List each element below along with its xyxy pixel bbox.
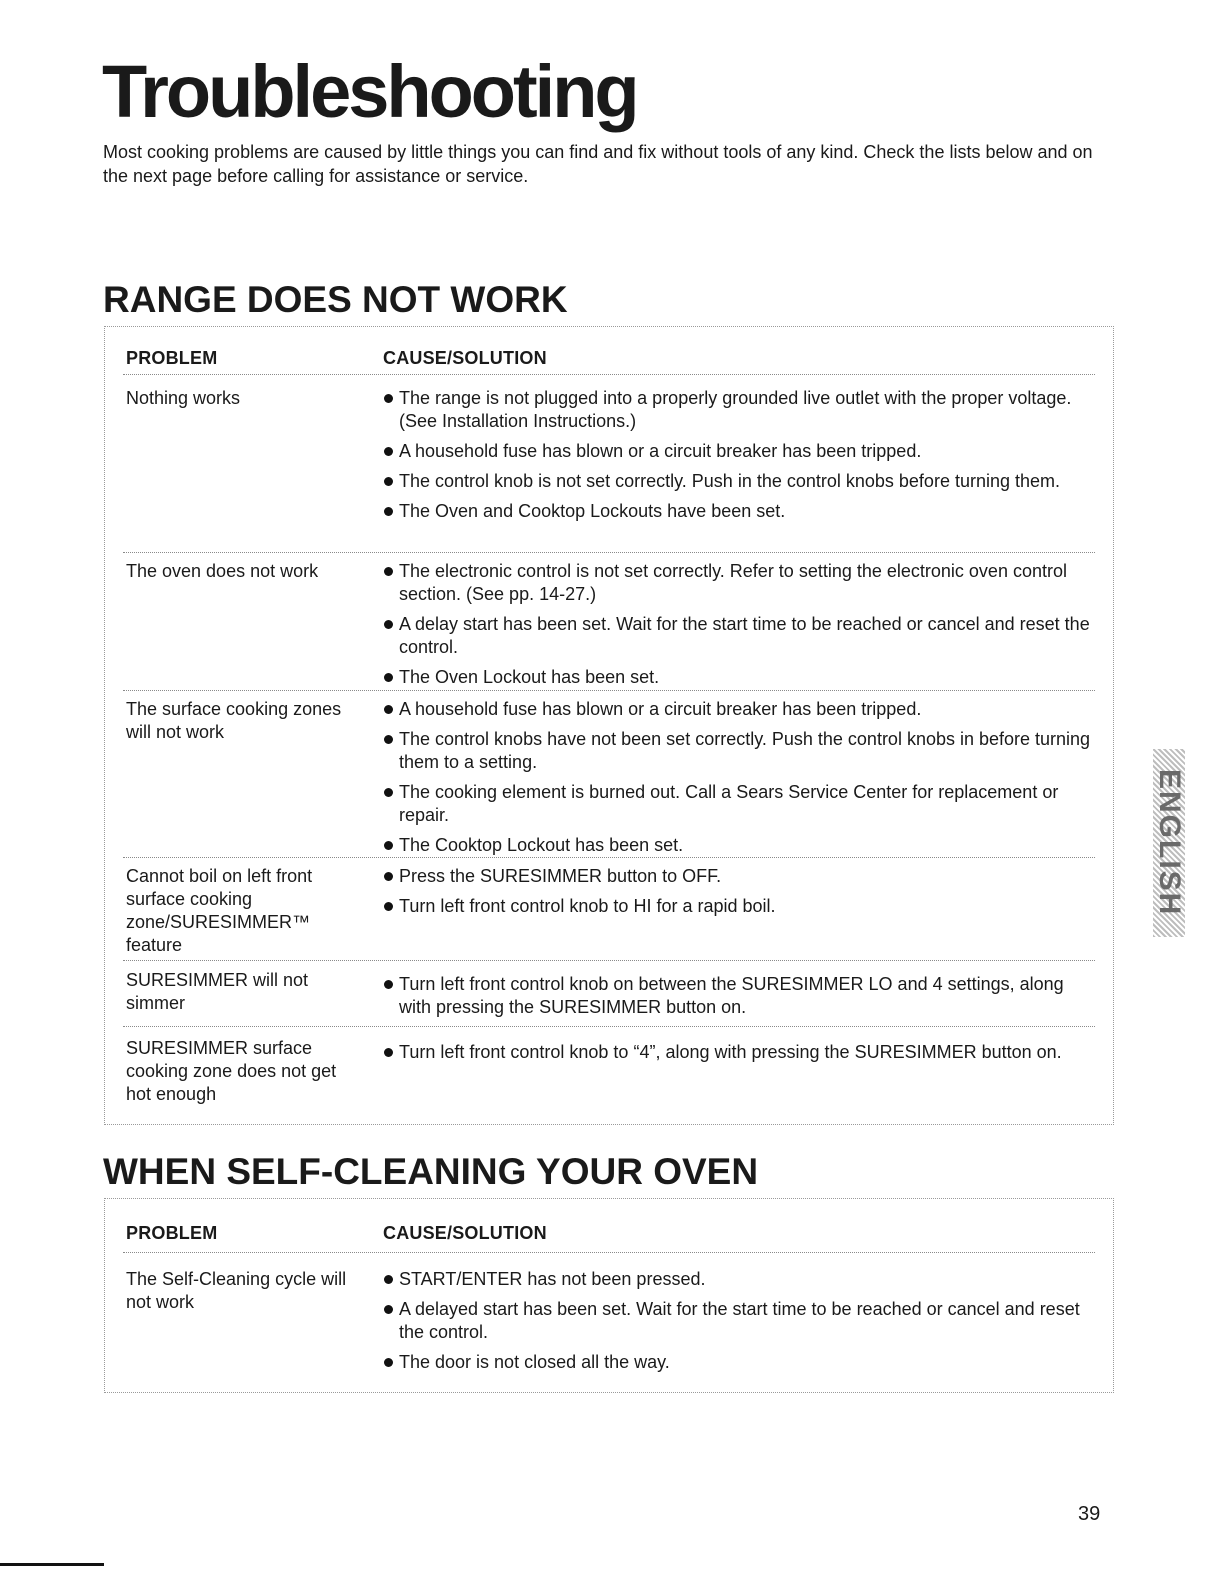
problem-cell: The Self-Cleaning cycle will not work <box>126 1269 347 1312</box>
cause-item: The control knobs have not been set correctly. Push the control knobs in before turning them to a setting. <box>383 728 1093 774</box>
troubleshooting-table-self-cleaning <box>104 1198 1114 1393</box>
cause-item: Turn left front control knob to HI for a rapid boil. <box>383 895 1093 918</box>
row-divider <box>123 857 1095 858</box>
bullet-icon <box>384 477 393 486</box>
row-divider <box>123 552 1095 553</box>
problem-cell: The oven does not work <box>126 561 319 581</box>
row-divider <box>123 374 1095 375</box>
bullet-icon <box>384 673 393 682</box>
column-header-cause-solution: CAUSE/SOLUTION <box>383 1223 547 1243</box>
cause-item: Press the SURESIMMER button to OFF. <box>383 865 1093 888</box>
bullet-icon <box>384 394 393 403</box>
cause-item: A delayed start has been set. Wait for the start time to be reached or cancel and reset the control. <box>383 1298 1093 1344</box>
row-divider <box>123 960 1095 961</box>
cause-item: The Oven and Cooktop Lockouts have been set. <box>383 500 1093 523</box>
bullet-icon <box>384 735 393 744</box>
bullet-icon <box>384 620 393 629</box>
language-side-tab <box>1153 749 1185 937</box>
bullet-icon <box>384 1048 393 1057</box>
cause-list <box>383 973 1093 1026</box>
column-header-problem: PROBLEM <box>126 348 218 368</box>
cause-item: The range is not plugged into a properly grounded live outlet with the proper voltage. (See Installation Instructions.) <box>383 387 1093 433</box>
cause-item: Turn left front control knob on between the SURESIMMER LO and 4 settings, along with pressing the SURESIMMER button on. <box>383 973 1093 1019</box>
problem-cell: Cannot boil on left front surface cooking zone/SURESIMMER™ feature <box>126 866 313 955</box>
bullet-icon <box>384 788 393 797</box>
bullet-icon <box>384 980 393 989</box>
cause-list <box>383 698 1093 864</box>
cause-item: The cooking element is burned out. Call a Sears Service Center for replacement or repair. <box>383 781 1093 827</box>
cause-item: START/ENTER has not been pressed. <box>383 1268 1093 1291</box>
problem-cell: SURESIMMER surface cooking zone does not get hot enough <box>126 1038 337 1104</box>
cause-list <box>383 865 1093 925</box>
cause-item: The door is not closed all the way. <box>383 1351 1093 1374</box>
troubleshooting-table-range <box>104 326 1114 1125</box>
bullet-icon <box>384 872 393 881</box>
bullet-icon <box>384 447 393 456</box>
bullet-icon <box>384 1305 393 1314</box>
bullet-icon <box>384 1358 393 1367</box>
cause-item: A delay start has been set. Wait for the start time to be reached or cancel and reset the control. <box>383 613 1093 659</box>
problem-cell: Nothing works <box>126 388 241 408</box>
cause-item: The Cooktop Lockout has been set. <box>383 834 1093 857</box>
page-title: Troubleshooting <box>102 50 637 133</box>
cause-list <box>383 387 1093 530</box>
cause-item: A household fuse has blown or a circuit breaker has been tripped. <box>383 698 1093 721</box>
section-heading-range-does-not-work: RANGE DOES NOT WORK <box>103 279 568 320</box>
problem-cell: The surface cooking zones will not work <box>126 699 342 742</box>
intro-paragraph: Most cooking problems are caused by little things you can find and fix without tools of any kind. Check the lists below and on the next page before calling for assistance or service. <box>103 142 1093 186</box>
language-tab-label: ENGLISH <box>1153 769 1186 917</box>
row-divider <box>123 1252 1095 1253</box>
footer-rule <box>0 1563 104 1566</box>
column-header-cause-solution: CAUSE/SOLUTION <box>383 348 547 368</box>
bullet-icon <box>384 567 393 576</box>
cause-list <box>383 1268 1093 1381</box>
bullet-icon <box>384 841 393 850</box>
page-number: 39 <box>1078 1503 1101 1525</box>
cause-item: A household fuse has blown or a circuit breaker has been tripped. <box>383 440 1093 463</box>
column-header-problem: PROBLEM <box>126 1223 218 1243</box>
bullet-icon <box>384 1275 393 1284</box>
row-divider <box>123 1026 1095 1027</box>
bullet-icon <box>384 902 393 911</box>
cause-item: The electronic control is not set correctly. Refer to setting the electronic oven control section. (See pp. 14-27.) <box>383 560 1093 606</box>
cause-item: The Oven Lockout has been set. <box>383 666 1093 689</box>
row-divider <box>123 690 1095 691</box>
problem-cell: SURESIMMER will not simmer <box>126 970 309 1013</box>
cause-list <box>383 560 1093 696</box>
cause-item: Turn left front control knob to “4”, along with pressing the SURESIMMER button on. <box>383 1041 1093 1064</box>
bullet-icon <box>384 507 393 516</box>
section-heading-when-self-cleaning: WHEN SELF-CLEANING YOUR OVEN <box>103 1151 759 1192</box>
cause-item: The control knob is not set correctly. Push in the control knobs before turning them. <box>383 470 1093 493</box>
bullet-icon <box>384 705 393 714</box>
cause-list <box>383 1041 1093 1071</box>
